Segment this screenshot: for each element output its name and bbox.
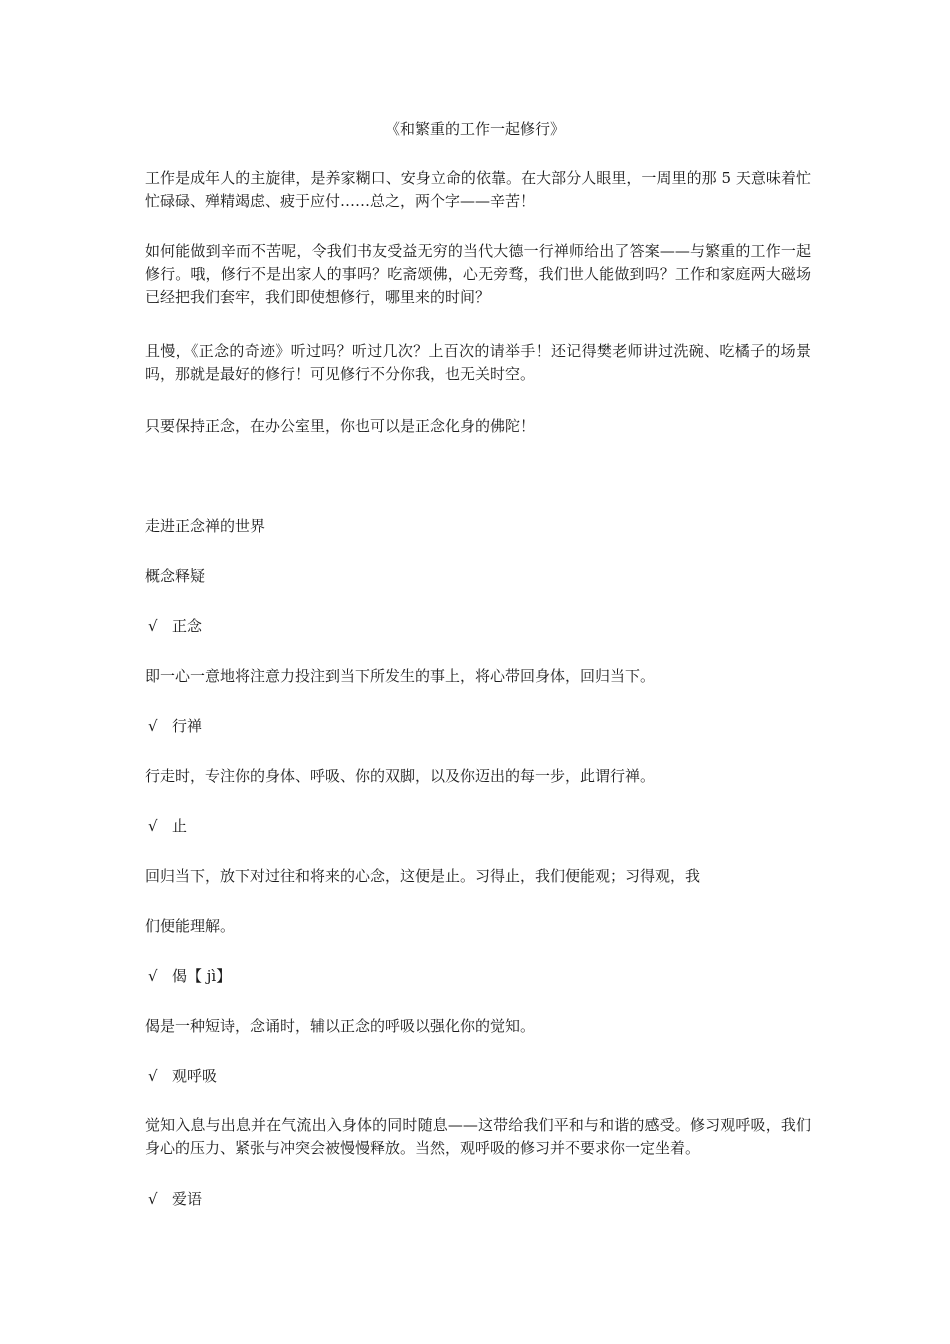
- term-label: 偈【 jì】: [172, 967, 232, 985]
- term-definition-continued: 们便能理解。: [145, 917, 236, 935]
- intro-paragraph-2: 如何能做到辛而不苦呢，令我们书友受益无穷的当代大德一行禅师给出了答案——与繁重的工作一起修行。哦，修行不是出家人的事吗？吃斋颂佛，心无旁骛，我们世人能做到吗？工作和家庭两大磁场已经把我们套牢，我们即使想修行，哪里来的时间？: [145, 242, 811, 306]
- check-mark-icon: √: [148, 617, 158, 635]
- check-mark-icon: √: [148, 1067, 158, 1085]
- term-label: 爱语: [172, 1190, 203, 1208]
- check-mark-icon: √: [148, 717, 158, 735]
- term-label: 行禅: [172, 717, 203, 735]
- term-definition: 偈是一种短诗，念诵时，辅以正念的呼吸以强化你的觉知。: [145, 1017, 536, 1035]
- term-heading: [145, 965, 231, 987]
- term-heading: [145, 815, 187, 837]
- intro-paragraph-1: 工作是成年人的主旋律，是养家糊口、安身立命的依靠。在大部分人眼里，一周里的那 5 天意味着忙忙碌碌、殚精竭虑、疲于应付……总之，两个字——辛苦！: [145, 169, 811, 210]
- term-definition: 觉知入息与出息并在气流出入身体的同时随息——这带给我们平和与和谐的感受。修习观呼吸，我们身心的压力、紧张与冲突会被慢慢释放。当然，观呼吸的修习并不要求你一定坐着。: [145, 1116, 811, 1157]
- term-definition: 回归当下，放下对过往和将来的心念，这便是止。习得止，我们便能观；习得观，我: [145, 867, 701, 885]
- subsection-heading: 概念释疑: [145, 567, 206, 585]
- term-label: 观呼吸: [172, 1067, 218, 1085]
- term-label: 止: [172, 817, 188, 835]
- term-heading: [145, 715, 202, 737]
- term-heading: [145, 1065, 217, 1087]
- term-heading: [145, 615, 202, 637]
- document-title: 《和繁重的工作一起修行》: [384, 120, 565, 138]
- term-definition: 即一心一意地将注意力投注到当下所发生的事上，将心带回身体，回归当下。: [145, 667, 656, 685]
- term-heading: [145, 1188, 202, 1210]
- check-mark-icon: √: [148, 967, 158, 985]
- intro-paragraph-4: 只要保持正念，在办公室里，你也可以是正念化身的佛陀！: [145, 417, 536, 435]
- term-definition: 行走时，专注你的身体、呼吸、你的双脚，以及你迈出的每一步，此谓行禅。: [145, 767, 656, 785]
- section-heading: 走进正念禅的世界: [145, 517, 266, 535]
- intro-paragraph-3: 且慢，《正念的奇迹》听过吗？听过几次？上百次的请举手！还记得樊老师讲过洗碗、吃橘子的场景吗，那就是最好的修行！可见修行不分你我，也无关时空。: [145, 342, 811, 383]
- check-mark-icon: √: [148, 817, 158, 835]
- check-mark-icon: √: [148, 1190, 158, 1208]
- term-label: 正念: [172, 617, 203, 635]
